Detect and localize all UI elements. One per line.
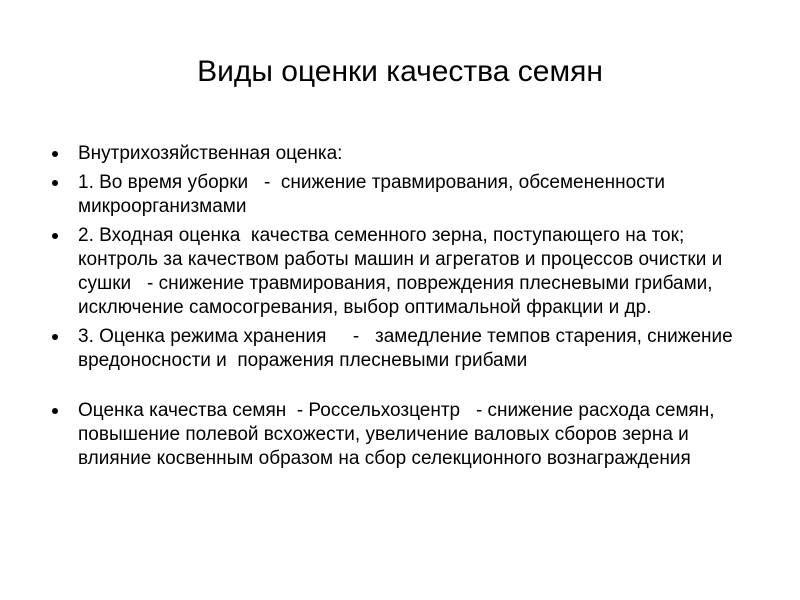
bullet-list <box>48 142 758 476</box>
slide-title: Виды оценки качества семян <box>197 55 603 88</box>
bullet-dot-icon <box>52 151 58 157</box>
bullet-text: 1. Во время уборки - снижение травмирования, обсемененности микроорганизмами <box>78 172 671 217</box>
bullet-item <box>48 171 758 219</box>
bullet-item <box>48 399 758 471</box>
bullet-item <box>48 325 758 373</box>
bullet-dot-icon <box>52 334 58 340</box>
bullet-dot-icon <box>52 408 58 414</box>
bullet-text: Оценка качества семян - Россельхозцентр - снижение расхода семян, повышение полевой всхожести, увеличение валовых сборов зерна и влияние косвенным образом на сбор селекционного вознаграждения <box>78 400 720 469</box>
bullet-dot-icon <box>52 233 58 239</box>
bullet-item <box>48 142 758 166</box>
bullet-text: 2. Входная оценка качества семенного зерна, поступающего на ток; контроль за качеством работы машин и агрегатов и процессов очистки и сушки - снижение травмирования, повреждения плесневыми грибами, исключение самосогревания, выбор оптимальной фракции и др. <box>78 225 728 318</box>
bullet-text: Внутрихозяйственная оценка: <box>78 143 343 164</box>
bullet-item <box>48 224 758 320</box>
bullet-text: 3. Оценка режима хранения - замедление темпов старения, снижение вредоносности и поражения плесневыми грибами <box>78 326 739 371</box>
bullet-dot-icon <box>52 180 58 186</box>
